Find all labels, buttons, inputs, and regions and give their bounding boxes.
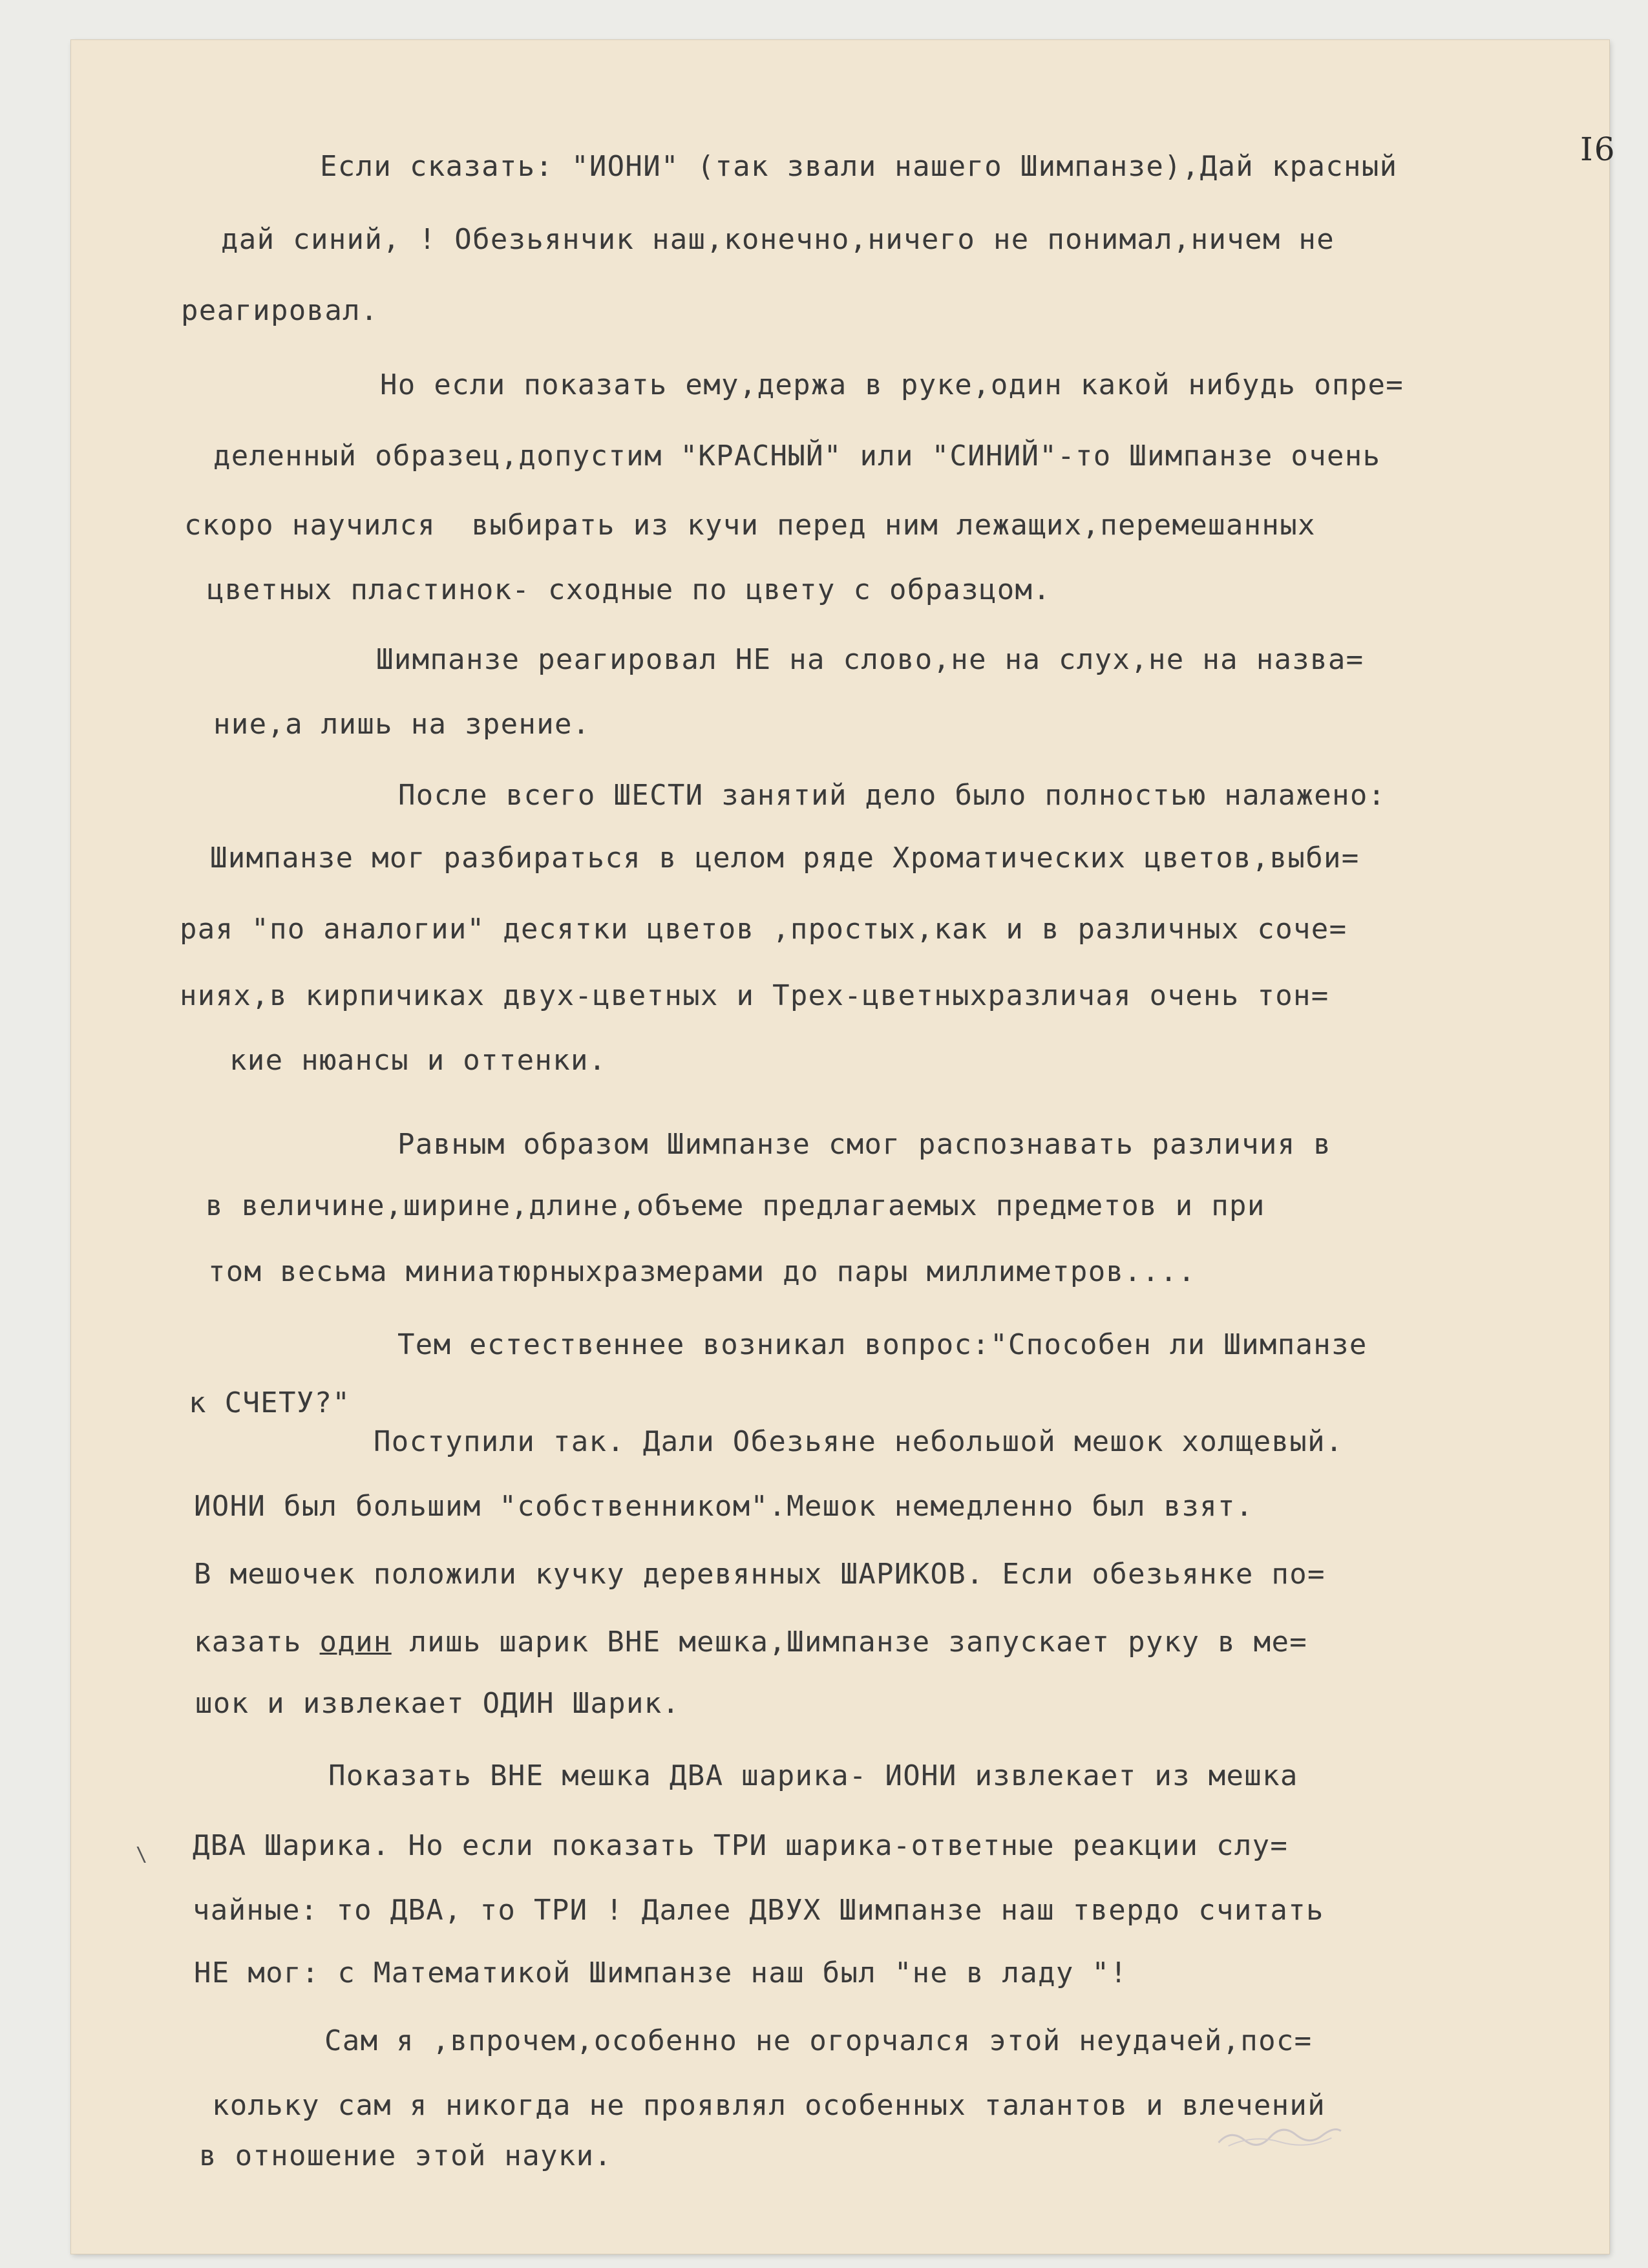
text-line: Шимпанзе мог разбираться в целом ряде Хроматических цветов,выби= [210, 842, 1360, 874]
ink-mark: \ [136, 1843, 148, 1866]
text-line: в отношение этой науки. [199, 2139, 613, 2172]
text-line: Если сказать: "ИОНИ" (так звали нашего Шимпанзе),Дай красный [320, 150, 1398, 183]
text-line [194, 1626, 1307, 1659]
underlined-word: один [319, 1626, 392, 1659]
text-line: Поступили так. Дали Обезьяне небольшой мешок холщевый. [374, 1425, 1344, 1458]
text-line: кольку сам я никогда не проявлял особенных талантов и влечений [212, 2089, 1326, 2122]
text-line: том весьма миниатюрныхразмерами до пары миллиметров.... [208, 1255, 1196, 1288]
text-line: Равным образом Шимпанзе смог распознавать различия в [397, 1128, 1332, 1161]
page-number: I6 [1580, 131, 1616, 168]
text-line: рая "по аналогии" десятки цветов ,простых,как и в различных соче= [180, 913, 1347, 946]
text-fragment: казать [194, 1626, 320, 1659]
text-line: ДВА Шарика. Но если показать ТРИ шарика-ответные реакции слу= [193, 1829, 1289, 1862]
text-fragment: лишь шарик ВНЕ мешка,Шимпанзе запускает руку в ме= [391, 1626, 1308, 1659]
text-line: шок и извлекает ОДИН Шарик. [195, 1687, 681, 1720]
text-line: Шимпанзе реагировал НЕ на слово,не на слух,не на назва= [376, 643, 1364, 676]
text-line: к СЧЕТУ?" [189, 1386, 351, 1419]
text-line: чайные: то ДВА, то ТРИ ! Далее ДВУХ Шимпанзе наш твердо считать [193, 1894, 1324, 1927]
text-line: в величине,ширине,длине,объеме предлагаемых предметов и при [206, 1189, 1265, 1222]
text-line: ниях,в кирпичиках двух-цветных и Трех-цветныхразличая очень тон= [180, 979, 1329, 1012]
text-line: Тем естественнее возникал вопрос:"Способен ли Шимпанзе [397, 1328, 1368, 1361]
text-line: Сам я ,впрочем,особенно не огорчался этой неудачей,пос= [324, 2024, 1313, 2057]
text-line: цветных пластинок- сходные по цвету с образцом. [207, 573, 1051, 606]
text-line: деленный образец,допустим "КРАСНЫЙ" или "СИНИЙ"-то Шимпанзе очень [213, 440, 1381, 472]
text-line: Но если показать ему,держа в руке,один какой нибудь опре= [380, 368, 1404, 401]
text-line: реагировал. [181, 294, 379, 327]
text-line: скоро научился выбирать из кучи перед ним лежащих,перемешанных [184, 509, 1316, 542]
text-line: Показать ВНЕ мешка ДВА шарика- ИОНИ извлекает из мешка [328, 1759, 1298, 1792]
text-line: В мешочек положили кучку деревянных ШАРИКОВ. Если обезьянке по= [194, 1558, 1326, 1591]
faint-stamp-scribble [1214, 2118, 1345, 2152]
text-line: После всего ШЕСТИ занятий дело было полностью налажено: [398, 779, 1386, 812]
text-line: НЕ мог: с Математикой Шимпанзе наш был "не в ладу "! [194, 1956, 1128, 1989]
typewritten-page [71, 40, 1616, 2254]
text-line: кие нюансы и оттенки. [229, 1044, 607, 1077]
text-line: ИОНИ был большим "собственником".Мешок немедленно был взят. [194, 1490, 1254, 1523]
text-line: дай синий, ! Обезьянчик наш,конечно,ничего не понимал,ничем не [221, 223, 1335, 256]
faint-stamp [1214, 2118, 1345, 2152]
text-line: ние,а лишь на зрение. [213, 708, 591, 741]
